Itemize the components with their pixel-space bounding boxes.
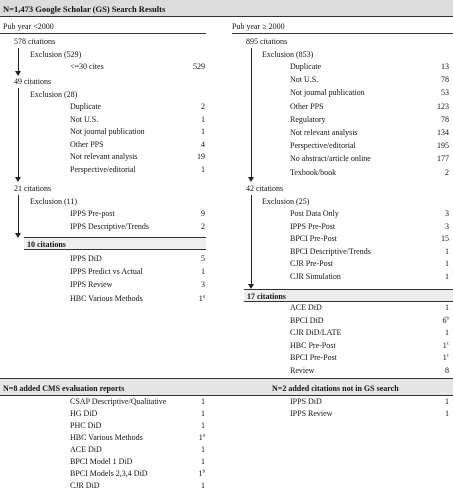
row-value xyxy=(419,247,449,257)
row-label: IPPS Predict vs Actual xyxy=(70,267,143,277)
row-value-number: 8 xyxy=(445,366,449,375)
row-label: Texbook/book xyxy=(290,167,337,177)
right-flow-line-1 xyxy=(251,48,252,178)
row-label: BPCI Pre-Post xyxy=(290,234,337,244)
row-value xyxy=(419,128,449,138)
row-value-number: 78 xyxy=(441,114,449,124)
row-value-number: 1 xyxy=(201,409,205,418)
row-value xyxy=(175,481,205,491)
row-label: Post Data Only xyxy=(290,209,339,218)
row-label: Other PPS xyxy=(70,139,104,149)
row-value-number: 1 xyxy=(201,457,205,466)
row-value-number: 13 xyxy=(441,62,449,71)
right-stage2-exclusion: Exclusion (25) xyxy=(262,197,310,206)
left-header-rule xyxy=(0,33,206,34)
footnote-marker: a xyxy=(202,293,205,299)
right-final-band: 17 citations xyxy=(244,289,453,302)
bottom-section-band xyxy=(0,378,453,396)
row-value-number: 3 xyxy=(445,221,449,231)
row-label: BPCI DiD xyxy=(290,315,324,325)
left-flow-line-3 xyxy=(18,195,19,234)
row-value xyxy=(419,209,449,219)
row-value xyxy=(175,102,205,112)
row-value-number: 2 xyxy=(201,102,205,111)
row-label: Not relevant analysis xyxy=(290,128,358,137)
left-arrow-2 xyxy=(15,177,21,182)
left-final-band: 10 citations xyxy=(24,237,206,250)
row-label: Other PPS xyxy=(290,101,324,111)
left-stage1-total: 578 citations xyxy=(14,37,56,46)
row-value xyxy=(175,421,205,431)
row-value-number: 3 xyxy=(201,280,205,290)
row-value-number: 1 xyxy=(442,353,447,363)
row-value xyxy=(419,328,449,338)
row-label: HG DiD xyxy=(70,409,98,418)
row-value xyxy=(175,280,205,290)
row-value-number: 1 xyxy=(198,433,203,442)
row-label: HBC Various Methods xyxy=(70,293,143,303)
row-value-number: 1 xyxy=(442,340,447,350)
row-label: IPPS DiD xyxy=(70,254,102,263)
row-label: <=30 cites xyxy=(70,62,104,71)
left-flow-line-2 xyxy=(18,88,19,178)
row-value-number: 6 xyxy=(442,315,447,325)
row-label: HBC Various Methods xyxy=(70,433,143,442)
row-label: CJR Simulation xyxy=(290,272,341,281)
row-value-number: 1 xyxy=(201,397,205,406)
row-label: CJR Pre-Post xyxy=(290,259,333,269)
row-value xyxy=(419,397,449,407)
row-value-number: 2 xyxy=(445,167,449,177)
row-value-number: 195 xyxy=(437,141,449,151)
row-value-number: 78 xyxy=(441,75,449,85)
row-value xyxy=(419,88,449,98)
left-stage2-exclusion: Exclusion (28) xyxy=(30,90,78,99)
row-label: Regulatory xyxy=(290,114,326,124)
row-value-number: 2 xyxy=(201,221,205,231)
row-value xyxy=(419,409,449,419)
row-label: IPPS DiD xyxy=(290,397,322,406)
row-value-number: 1 xyxy=(198,469,203,478)
row-label: IPPS Pre-post xyxy=(70,209,115,218)
row-label: BPCI Pre-Post xyxy=(290,353,337,363)
right-column-header: Pub year ≥ 2000 xyxy=(232,22,285,31)
row-label: IPPS Review xyxy=(70,280,113,290)
row-value-number: 529 xyxy=(193,62,205,71)
row-label: PHC DiD xyxy=(70,421,102,430)
left-stage3-total: 21 citations xyxy=(14,184,52,193)
row-value xyxy=(419,75,449,85)
row-value-number: 134 xyxy=(437,128,449,137)
row-value-number: 1 xyxy=(445,246,449,256)
footnote-marker: b xyxy=(446,315,449,321)
row-value xyxy=(175,152,205,162)
row-label: CSAP Descriptive/Qualitative xyxy=(70,397,167,406)
left-stage2-total: 49 citations xyxy=(14,77,52,86)
row-label: IPPS Descriptive/Trends xyxy=(70,221,150,231)
bottom-right-header: N=2 added citations not in GS search xyxy=(272,384,399,393)
footnote-marker: b xyxy=(202,469,205,475)
row-value-number: 19 xyxy=(197,152,205,162)
row-value-number: 9 xyxy=(201,209,205,218)
row-value xyxy=(419,234,449,244)
row-value-number: 5 xyxy=(201,254,205,263)
row-label: BPCI Model 1 DiD xyxy=(70,457,133,466)
row-value xyxy=(175,294,205,304)
row-value xyxy=(419,316,449,326)
row-value xyxy=(419,222,449,232)
row-value xyxy=(175,115,205,125)
row-label: Not U.S. xyxy=(70,114,99,124)
row-label: BPCI Descriptive/Trends xyxy=(290,246,371,256)
row-label: Not journal publication xyxy=(70,127,145,137)
row-value xyxy=(175,62,205,72)
left-arrow-1 xyxy=(15,71,21,76)
right-header-rule xyxy=(232,33,453,34)
row-value xyxy=(175,469,205,479)
right-flow-line-2 xyxy=(251,195,252,285)
row-label: Not U.S. xyxy=(290,75,319,85)
row-value xyxy=(419,62,449,72)
right-stage1-exclusion: Exclusion (853) xyxy=(262,50,314,59)
left-stage1-exclusion: Exclusion (529) xyxy=(30,50,82,59)
row-label: BPCI Models 2,3,4 DiD xyxy=(70,469,148,478)
row-value xyxy=(419,259,449,269)
row-value xyxy=(175,267,205,277)
row-label: Perspective/editorial xyxy=(70,165,136,174)
bottom-left-header: N=8 added CMS evaluation reports xyxy=(3,384,125,393)
row-value xyxy=(419,141,449,151)
row-label: Duplicate xyxy=(290,62,322,71)
row-value-number: 1 xyxy=(201,165,205,174)
row-label: No abstract/article online xyxy=(290,154,371,164)
row-value-number: 123 xyxy=(437,101,449,111)
row-label: Perspective/editorial xyxy=(290,141,356,151)
row-value-number: 1 xyxy=(445,328,449,338)
row-value-number: 1 xyxy=(445,259,449,269)
row-value-number: 1 xyxy=(445,272,449,281)
row-value xyxy=(175,140,205,150)
left-column-header: Pub year <2000 xyxy=(3,22,54,31)
row-label: Review xyxy=(290,366,315,375)
row-label: IPPS Review xyxy=(290,409,333,418)
row-value-number: 3 xyxy=(445,209,449,218)
row-value xyxy=(419,341,449,351)
row-value xyxy=(175,254,205,264)
row-label: ACE DiD xyxy=(290,303,322,312)
row-value-number: 15 xyxy=(441,234,449,244)
row-value xyxy=(419,168,449,178)
row-value xyxy=(175,433,205,443)
row-value-number: 1 xyxy=(201,421,205,430)
row-value xyxy=(175,209,205,219)
row-value-number: 1 xyxy=(445,397,449,406)
row-value-number: 53 xyxy=(441,88,449,98)
row-label: Not relevant analysis xyxy=(70,152,138,162)
row-value xyxy=(419,353,449,363)
row-label: CJR DiD xyxy=(70,481,100,490)
row-value-number: 1 xyxy=(201,127,205,137)
row-value xyxy=(175,397,205,407)
left-flow-line-1 xyxy=(18,48,19,72)
row-value-number: 1 xyxy=(198,293,203,303)
row-value xyxy=(419,115,449,125)
right-stage1-total: 895 citations xyxy=(246,37,288,46)
row-label: IPPS Pre-Post xyxy=(290,221,336,231)
row-value xyxy=(175,222,205,232)
row-label: Duplicate xyxy=(70,102,102,111)
row-value-number: 1 xyxy=(201,267,205,277)
footnote-marker: c xyxy=(446,353,449,359)
row-value xyxy=(419,366,449,376)
row-value xyxy=(175,457,205,467)
row-value xyxy=(175,445,205,455)
row-value xyxy=(175,165,205,175)
row-value-number: 1 xyxy=(201,445,205,454)
footnote-marker: a xyxy=(202,433,205,439)
row-value xyxy=(175,409,205,419)
footnote-marker: c xyxy=(446,341,449,347)
row-value xyxy=(419,154,449,164)
left-arrow-3 xyxy=(15,233,21,238)
row-value-number: 4 xyxy=(201,139,205,149)
row-value xyxy=(419,272,449,282)
left-stage3-exclusion: Exclusion (11) xyxy=(30,197,78,206)
row-value xyxy=(419,303,449,313)
right-arrow-1 xyxy=(248,177,254,182)
row-value xyxy=(175,127,205,137)
right-stage2-total: 42 citations xyxy=(246,184,284,193)
row-value xyxy=(419,102,449,112)
row-value-number: 1 xyxy=(201,114,205,124)
page-title: N=1,473 Google Scholar (GS) Search Results xyxy=(0,0,453,17)
row-value-number: 177 xyxy=(437,154,449,164)
row-label: Not journal publication xyxy=(290,88,365,98)
row-value-number: 1 xyxy=(445,303,449,312)
row-label: CJR DiD/LATE xyxy=(290,328,342,338)
row-value-number: 1 xyxy=(201,481,205,490)
row-label: HBC Pre-Post xyxy=(290,340,336,350)
row-label: ACE DiD xyxy=(70,445,102,454)
row-value-number: 1 xyxy=(445,409,449,418)
